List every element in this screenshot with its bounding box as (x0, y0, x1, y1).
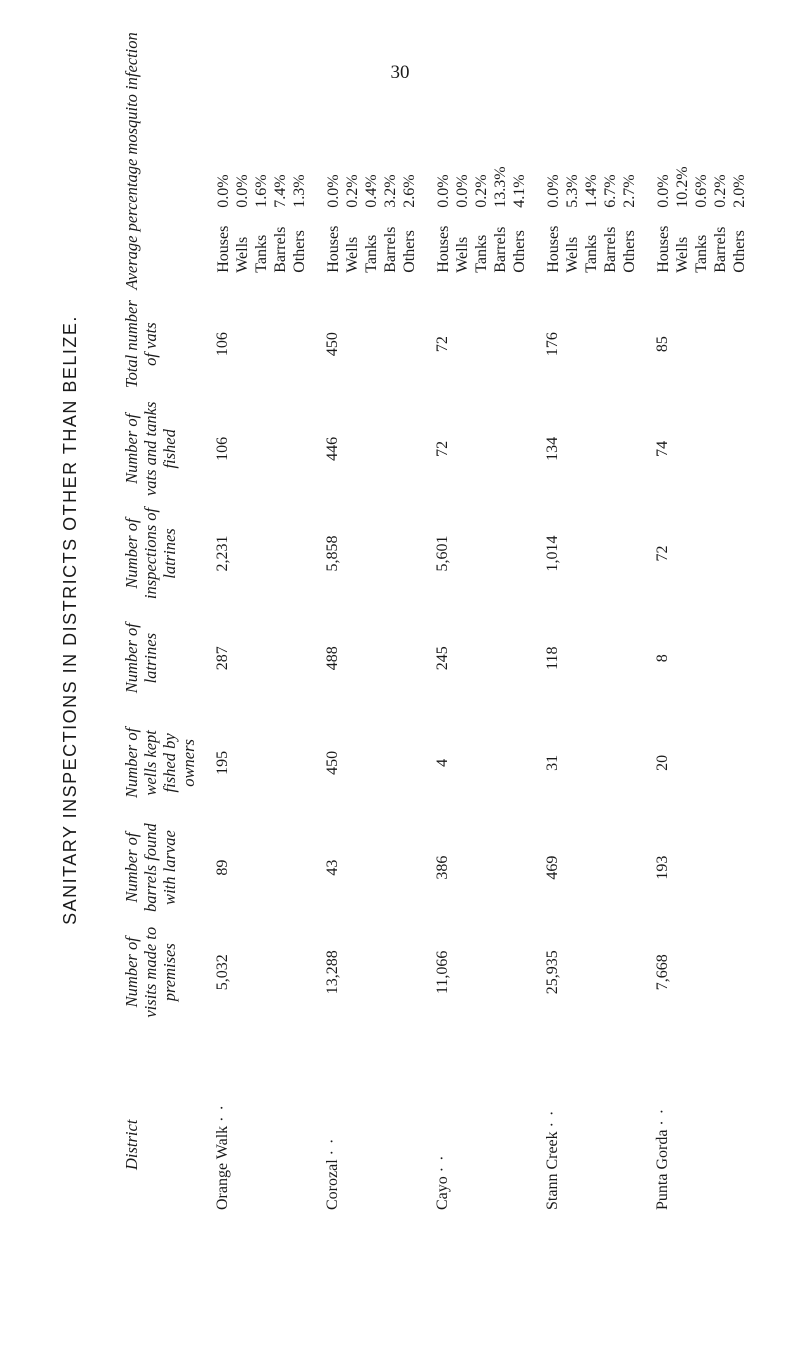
infection-pct-value: 0.0% (655, 174, 672, 208)
infection-pct-value: 0.0% (545, 174, 562, 208)
infection-pct-value: 2.6% (401, 174, 418, 208)
cell-latrines: 245 (434, 646, 451, 671)
header-district: District (122, 1119, 141, 1170)
infection-pct-value: 2.7% (621, 174, 638, 208)
cell-barrels: 43 (324, 859, 341, 876)
leader-dots: ·· (324, 1132, 341, 1156)
cell-wells: 4 (434, 758, 451, 767)
premise-type-label: Others (621, 230, 638, 273)
cell-wells: 20 (654, 754, 671, 771)
infection-pct-value: 7.4% (272, 174, 289, 208)
header-barrels: Number of barrels found with larvae (122, 823, 179, 912)
premise-type-label: Barrels (492, 226, 509, 273)
header-wells: Number of wells kept fished by owners (122, 727, 198, 798)
leader-dots: ·· (544, 1104, 561, 1128)
premise-type-label: Wells (344, 236, 361, 273)
table-title: SANITARY INSPECTIONS IN DISTRICTS OTHER THAN BELIZE. (60, 315, 80, 925)
infection-pct-value: 3.2% (382, 174, 399, 208)
infection-pct-value: 0.0% (325, 174, 342, 208)
district-name: Cayo (434, 1176, 451, 1210)
premise-type-label: Tanks (253, 234, 270, 273)
district-cell (310, 1025, 420, 1210)
premise-type-label: Houses (215, 225, 232, 273)
infection-pct-value: 0.0% (215, 174, 232, 208)
cell-latrines: 287 (214, 646, 231, 671)
premise-type-label: Others (401, 230, 418, 273)
leader-dots: ·· (214, 1099, 231, 1122)
cell-total-vats: 72 (434, 336, 451, 353)
district-cell (420, 1025, 530, 1210)
district-name: Punta Gorda (654, 1129, 671, 1210)
table-body (200, 30, 750, 1210)
premise-type-label: Houses (545, 225, 562, 273)
infection-pct-value: 0.2% (473, 174, 490, 208)
cell-barrels: 386 (434, 855, 451, 880)
table-row (200, 30, 310, 1210)
cell-inspections: 5,858 (324, 535, 341, 572)
cell-wells: 195 (214, 750, 231, 775)
premise-type-label: Tanks (583, 234, 600, 273)
premise-type-label: Others (291, 230, 308, 273)
premise-type-label: Barrels (272, 226, 289, 273)
premise-type-label: Others (511, 230, 528, 273)
cell-avg-pct (530, 30, 640, 292)
header-inspections: Number of inspections of latrines (122, 507, 179, 600)
infection-pct-value: 0.0% (234, 174, 251, 208)
premise-type-label: Houses (435, 225, 452, 273)
premise-type-label: Wells (234, 236, 251, 273)
table-row (310, 30, 420, 1210)
cell-visits: 11,066 (434, 950, 451, 994)
cell-wells: 450 (324, 750, 341, 775)
cell-barrels: 193 (654, 855, 671, 880)
infection-pct-value: 0.2% (712, 174, 729, 208)
header-visits: Number of visits made to premises (122, 926, 179, 1018)
premise-type-label: Houses (325, 225, 342, 273)
infection-pct-value: 0.6% (693, 174, 710, 208)
infection-pct-value: 1.4% (583, 174, 600, 208)
cell-vats-tanks: 446 (324, 436, 341, 461)
cell-avg-pct (200, 30, 310, 292)
premise-type-label: Tanks (473, 234, 490, 273)
infection-pct-value: 13.3% (492, 166, 509, 208)
cell-barrels: 469 (544, 855, 561, 880)
table-row (640, 30, 750, 1210)
table-row (530, 30, 640, 1210)
premise-type-label: Barrels (602, 226, 619, 273)
cell-latrines: 8 (654, 654, 671, 663)
header-total-vats: Total number of vats (122, 300, 160, 389)
page-number: 30 (390, 62, 410, 83)
cell-avg-pct (640, 30, 750, 292)
cell-inspections: 2,231 (214, 535, 231, 572)
table-row (420, 30, 530, 1210)
infection-pct-value: 0.0% (454, 174, 471, 208)
cell-avg-pct (310, 30, 420, 292)
infection-pct-value: 0.2% (344, 174, 361, 208)
premise-type-label: Others (731, 230, 748, 273)
cell-inspections: 5,601 (434, 535, 451, 572)
district-cell (200, 1025, 310, 1210)
cell-inspections: 1,014 (544, 535, 561, 572)
inspections-table (122, 30, 750, 1210)
cell-visits: 13,288 (324, 950, 341, 995)
infection-pct-value: 4.1% (511, 174, 528, 208)
infection-pct-value: 10.2% (674, 166, 691, 208)
cell-total-vats: 85 (654, 336, 671, 353)
header-latrines: Number of latrines (122, 623, 160, 694)
district-cell (640, 1025, 750, 1210)
district-name: Orange Walk (214, 1125, 231, 1210)
premise-type-label: Wells (564, 236, 581, 273)
cell-latrines: 488 (324, 646, 341, 671)
header-row (122, 30, 200, 1210)
infection-pct-value: 1.6% (253, 174, 270, 208)
cell-wells: 31 (544, 754, 561, 771)
infection-pct-value: 0.4% (363, 174, 380, 208)
header-vats-tanks: Number of vats and tanks fished (122, 401, 179, 497)
premise-type-label: Wells (454, 236, 471, 273)
district-name: Stann Creek (544, 1131, 561, 1210)
premise-type-label: Houses (655, 225, 672, 273)
premise-type-label: Tanks (363, 234, 380, 273)
premise-type-label: Tanks (693, 234, 710, 273)
premise-type-label: Wells (674, 236, 691, 273)
header-avg-pct: Average percentage mosquito infection (122, 32, 141, 290)
infection-pct-value: 1.3% (291, 174, 308, 208)
infection-pct-value: 5.3% (564, 174, 581, 208)
rotated-table-region (60, 30, 748, 1210)
leader-dots: ·· (434, 1149, 451, 1173)
district-name: Corozal (324, 1159, 341, 1210)
cell-vats-tanks: 106 (214, 436, 231, 461)
cell-vats-tanks: 134 (544, 436, 561, 461)
cell-total-vats: 106 (214, 332, 231, 357)
cell-latrines: 118 (544, 646, 561, 670)
cell-vats-tanks: 72 (434, 440, 451, 457)
cell-barrels: 89 (214, 859, 231, 876)
infection-pct-value: 2.0% (731, 174, 748, 208)
cell-inspections: 72 (654, 545, 671, 562)
infection-pct-value: 6.7% (602, 174, 619, 208)
cell-visits: 5,032 (214, 954, 231, 991)
cell-vats-tanks: 74 (654, 440, 671, 457)
cell-visits: 25,935 (544, 950, 561, 995)
cell-total-vats: 450 (324, 332, 341, 357)
district-cell (530, 1025, 640, 1210)
premise-type-label: Barrels (712, 226, 729, 273)
cell-visits: 7,668 (654, 954, 671, 991)
cell-total-vats: 176 (544, 332, 561, 357)
premise-type-label: Barrels (382, 226, 399, 273)
infection-pct-value: 0.0% (435, 174, 452, 208)
leader-dots: ·· (654, 1102, 671, 1126)
cell-avg-pct (420, 30, 530, 292)
